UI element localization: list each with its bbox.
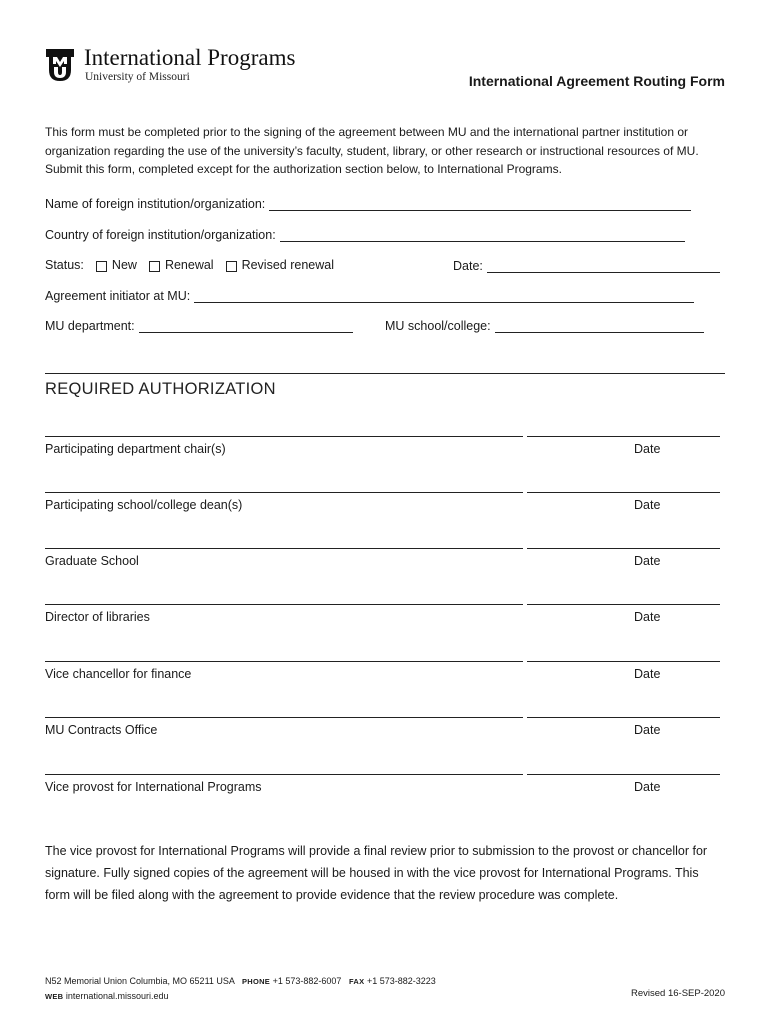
- footer-contact: [45, 974, 436, 1004]
- date-line[interactable]: [527, 492, 720, 493]
- initiator-field[interactable]: [194, 288, 694, 303]
- signatory-label: Vice chancellor for finance: [45, 667, 192, 681]
- date-line[interactable]: [527, 548, 720, 549]
- school-label: MU school/college:: [385, 319, 491, 333]
- signatory-label: Graduate School: [45, 554, 139, 568]
- status-revised-renewal-checkbox[interactable]: [226, 261, 237, 272]
- logo-subtitle: University of Missouri: [85, 71, 190, 83]
- date-line[interactable]: [527, 604, 720, 605]
- foreign-institution-label: Name of foreign institution/organization:: [45, 197, 266, 211]
- footer-address: N52 Memorial Union Columbia, MO 65211 USA: [45, 976, 235, 986]
- signatory-label: Vice provost for International Programs: [45, 780, 262, 794]
- signatory-date-label: Date: [634, 667, 661, 681]
- initiator-label: Agreement initiator at MU:: [45, 289, 191, 303]
- country-field[interactable]: [280, 227, 685, 242]
- signatory-label: Participating school/college dean(s): [45, 498, 243, 512]
- status-renewal-label: Renewal: [164, 258, 214, 272]
- signatory-date-label: Date: [634, 780, 661, 794]
- signature-line[interactable]: [45, 774, 523, 775]
- signature-line[interactable]: [45, 604, 523, 605]
- status-renewal-checkbox[interactable]: [149, 261, 160, 272]
- footer-phone-label: PHONE: [241, 977, 271, 986]
- signatory-date-label: Date: [634, 498, 661, 512]
- date-line[interactable]: [527, 436, 720, 437]
- initiator-row: [45, 288, 694, 303]
- department-label: MU department:: [45, 319, 135, 333]
- signatory-date-label: Date: [634, 610, 661, 624]
- date-field[interactable]: [487, 258, 720, 273]
- date-label: Date:: [453, 259, 483, 273]
- status-revised-renewal-label: Revised renewal: [241, 258, 334, 272]
- signatory-date-label: Date: [634, 723, 661, 737]
- signature-line[interactable]: [45, 436, 523, 437]
- footer-fax-label: FAX: [348, 977, 365, 986]
- status-row: [45, 258, 334, 272]
- intro-paragraph: This form must be completed prior to the signing of the agreement between MU and the international partner institution or organization regarding the use of the university’s faculty, student, library, or other research or instructional resources of MU. Submit this form, completed except for the authorization section below, to International Programs.: [45, 125, 699, 176]
- date-row: [453, 258, 720, 273]
- school-row: [385, 318, 704, 333]
- signatory-label: MU Contracts Office: [45, 723, 158, 737]
- status-new-label: New: [111, 258, 137, 272]
- signature-line[interactable]: [45, 717, 523, 718]
- date-line[interactable]: [527, 661, 720, 662]
- section-title: REQUIRED AUTHORIZATION: [45, 380, 276, 398]
- country-row: [45, 227, 685, 242]
- signature-line[interactable]: [45, 548, 523, 549]
- revision-date: Revised 16-SEP-2020: [631, 988, 725, 999]
- signature-line[interactable]: [45, 492, 523, 493]
- school-field[interactable]: [495, 318, 704, 333]
- signatory-label: Participating department chair(s): [45, 442, 226, 456]
- footer-fax: +1 573-882-3223: [366, 976, 436, 986]
- status-label: Status:: [45, 258, 84, 272]
- footer-phone: +1 573-882-6007: [272, 976, 342, 986]
- date-line[interactable]: [527, 774, 720, 775]
- signatory-date-label: Date: [634, 554, 661, 568]
- signatory-label: Director of libraries: [45, 610, 150, 624]
- form-title: International Agreement Routing Form: [468, 73, 725, 89]
- department-field[interactable]: [139, 318, 353, 333]
- footer-web-link[interactable]: international.missouri.edu: [65, 991, 169, 1001]
- foreign-institution-row: [45, 196, 691, 211]
- date-line[interactable]: [527, 717, 720, 718]
- mu-logo-icon: [45, 48, 75, 82]
- status-new-checkbox[interactable]: [96, 261, 107, 272]
- department-row: [45, 318, 353, 333]
- logo-title: International Programs: [84, 45, 296, 70]
- section-divider: [45, 373, 725, 374]
- signature-line[interactable]: [45, 661, 523, 662]
- closing-paragraph: The vice provost for International Programs will provide a final review prior to submission to the provost or chancellor for signature. Fully signed copies of the agreement will be housed in with the vice provost for International Programs. This form will be filed along with the agreement to provide evidence that the review procedure was complete.: [45, 844, 708, 902]
- signatory-date-label: Date: [634, 442, 661, 456]
- footer-web-label: WEB: [45, 992, 64, 1001]
- country-label: Country of foreign institution/organization:: [45, 228, 276, 242]
- foreign-institution-field[interactable]: [269, 196, 691, 211]
